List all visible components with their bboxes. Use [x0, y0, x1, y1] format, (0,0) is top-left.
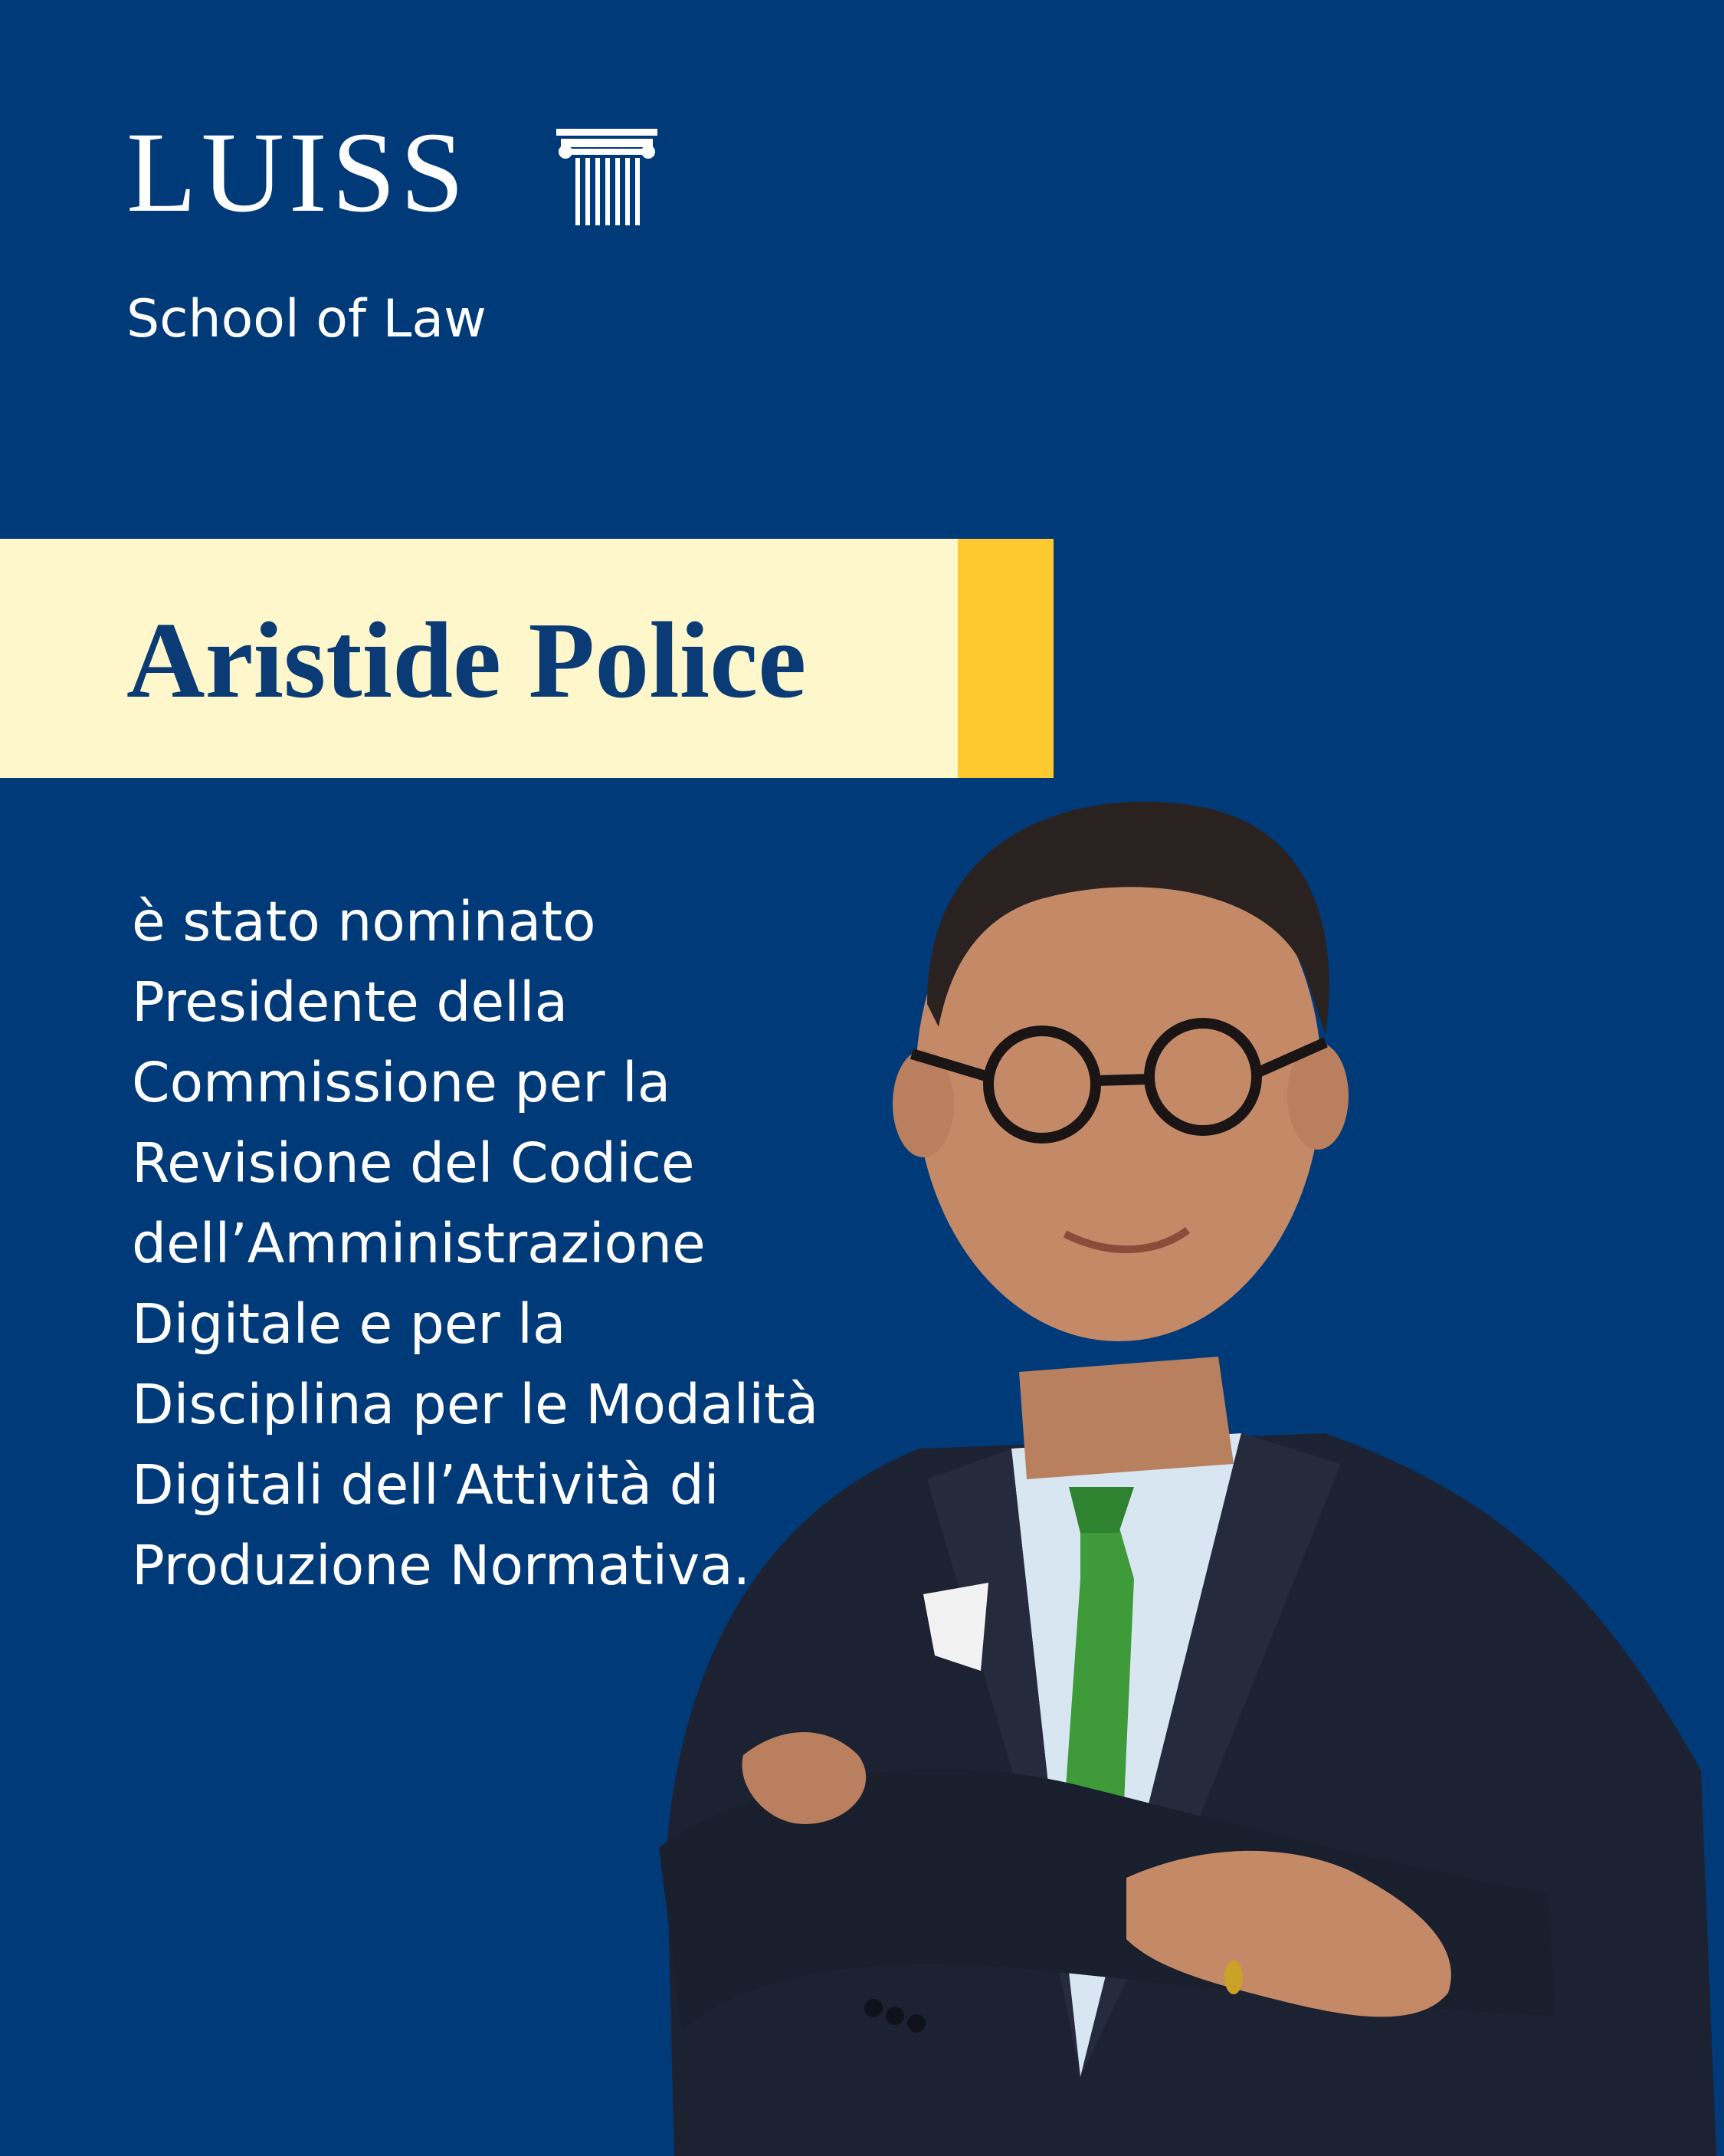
announcement-line: Disciplina per le Modalità — [132, 1373, 819, 1436]
announcement-line: dell’Amministrazione — [132, 1212, 706, 1275]
school-subtitle: School of Law — [126, 289, 487, 349]
announcement-line: Revisione del Codice — [132, 1131, 695, 1195]
announcement-line: è stato nominato — [132, 890, 596, 953]
name-band-accent — [958, 539, 1054, 778]
announcement-line: Produzione Normativa. — [132, 1534, 751, 1597]
logo-wordmark: LUISS — [126, 109, 469, 236]
announcement-line: Digitali dell’Attività di — [132, 1453, 719, 1517]
announcement-line: Presidente della — [132, 970, 569, 1034]
announcement-line: Commissione per la — [132, 1051, 671, 1114]
person-name: Aristide Police — [126, 599, 807, 720]
ionic-column-icon — [556, 129, 657, 227]
announcement-line: Digitale e per la — [132, 1292, 566, 1356]
portrait-photo — [651, 774, 1724, 2156]
